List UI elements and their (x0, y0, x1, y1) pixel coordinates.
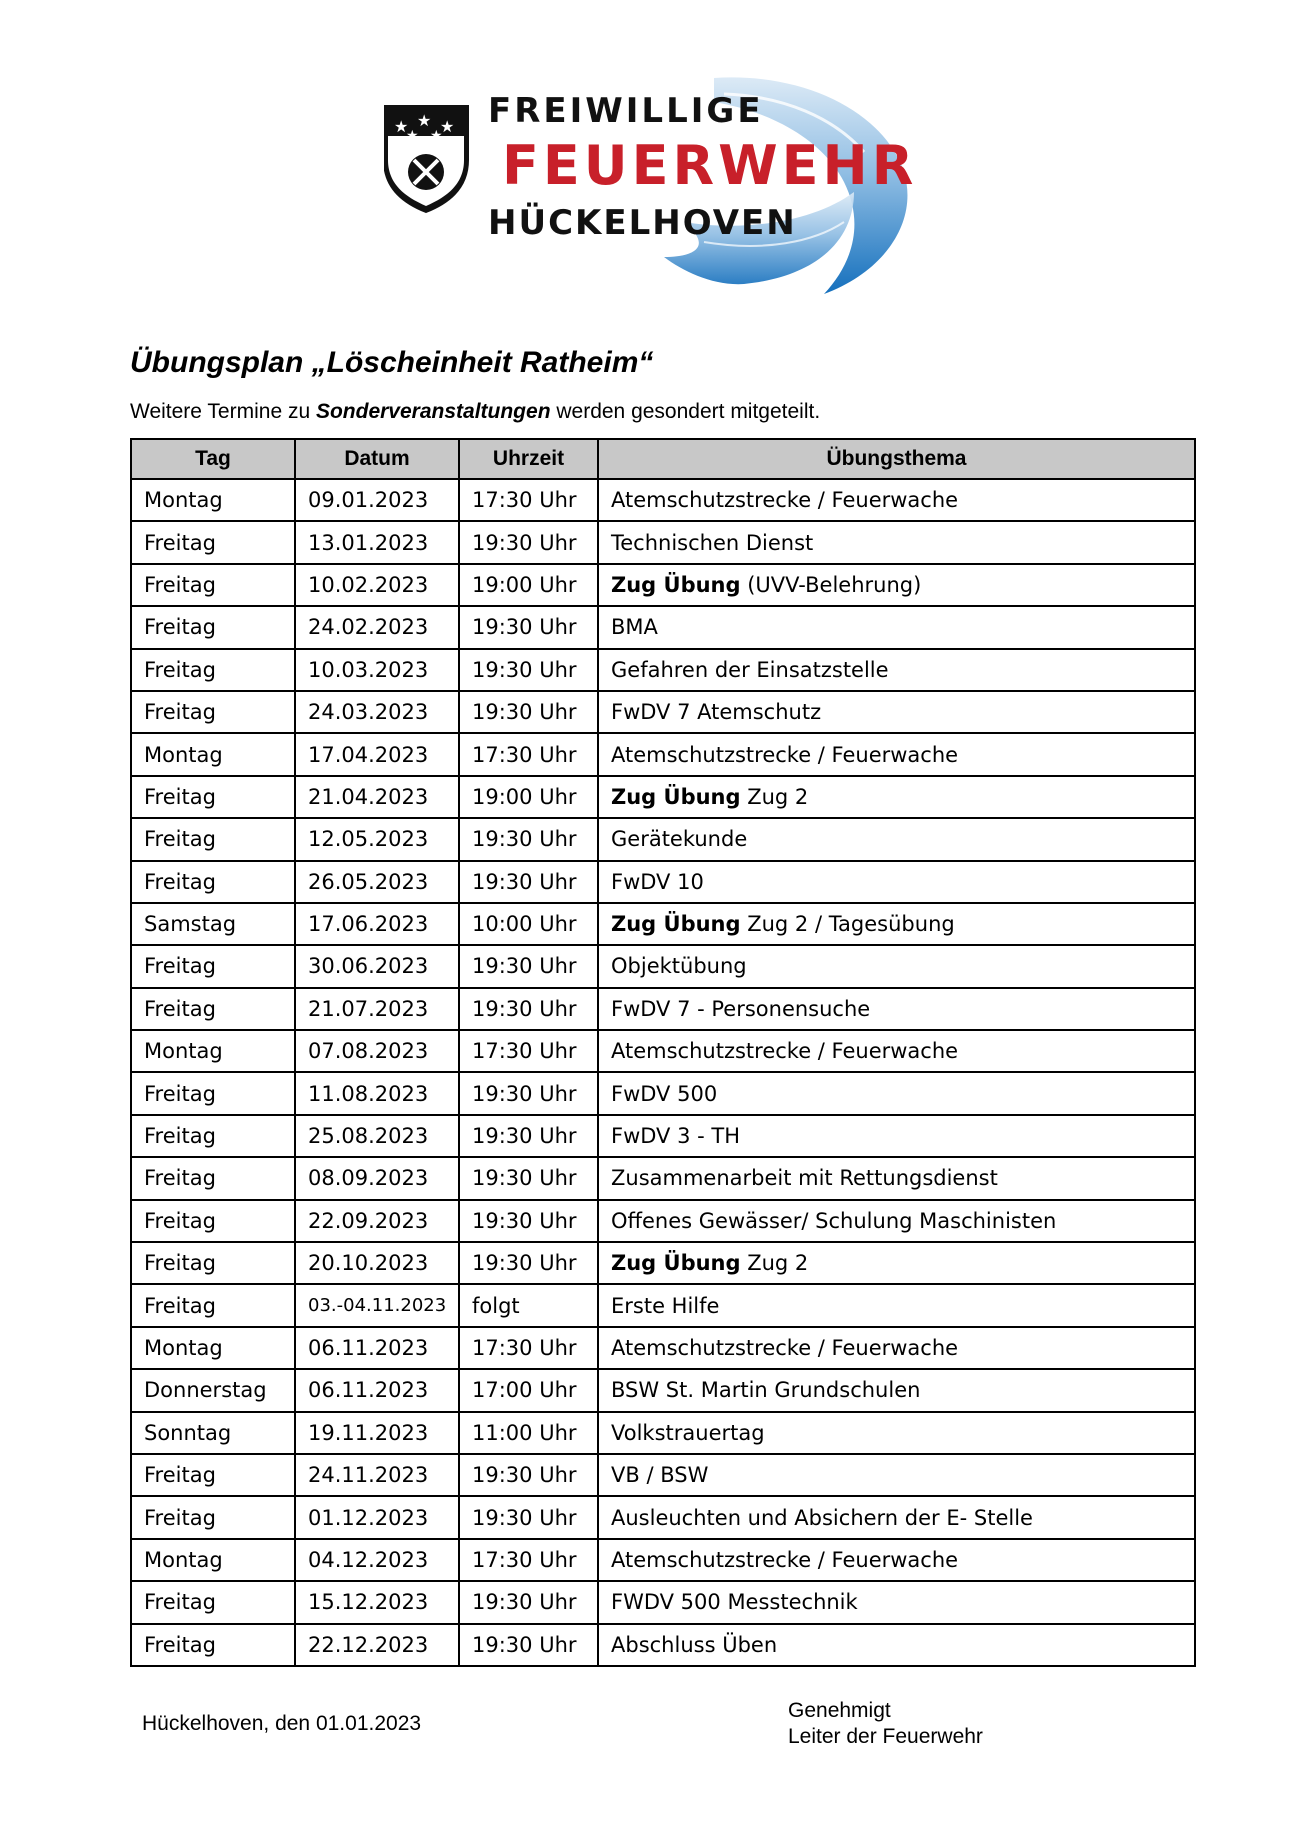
header-datum: Datum (295, 439, 459, 479)
cell-thema (598, 1284, 1195, 1326)
thema-text: FwDV 10 (611, 869, 704, 894)
cell-thema (598, 1327, 1195, 1369)
cell-uhrzeit: 17:30 Uhr (459, 479, 598, 521)
cell-tag: Freitag (131, 521, 295, 563)
cell-thema (598, 1496, 1195, 1538)
cell-tag: Freitag (131, 1157, 295, 1199)
cell-datum: 08.09.2023 (295, 1157, 459, 1199)
thema-text: Volkstrauertag (611, 1420, 765, 1445)
thema-text: FwDV 7 Atemschutz (611, 700, 822, 725)
cell-uhrzeit: 19:30 Uhr (459, 649, 598, 691)
cell-datum: 12.05.2023 (295, 818, 459, 860)
coat-of-arms-icon (384, 106, 468, 212)
thema-text: Objektübung (611, 954, 747, 979)
cell-thema (598, 903, 1195, 945)
table-row (131, 1496, 1195, 1538)
table-row (131, 606, 1195, 648)
cell-uhrzeit: 11:00 Uhr (459, 1412, 598, 1454)
subtitle-before: Weitere Termine zu (130, 400, 316, 423)
thema-text: Offenes Gewässer/ Schulung Maschinisten (611, 1208, 1057, 1233)
cell-datum: 25.08.2023 (295, 1115, 459, 1157)
cell-datum: 13.01.2023 (295, 521, 459, 563)
thema-text: Erste Hilfe (611, 1293, 720, 1318)
cell-thema (598, 521, 1195, 563)
table-row (131, 1454, 1195, 1496)
table-row (131, 945, 1195, 987)
thema-text: Zug 2 / Tagesübung (740, 912, 955, 937)
cell-uhrzeit: 19:30 Uhr (459, 1581, 598, 1623)
table-row (131, 1369, 1195, 1411)
cell-datum: 10.03.2023 (295, 649, 459, 691)
cell-thema (598, 733, 1195, 775)
thema-bold: Zug Übung (611, 572, 741, 597)
thema-text: Atemschutzstrecke / Feuerwache (611, 1039, 959, 1064)
subtitle-after: werden gesondert mitgeteilt. (550, 400, 821, 423)
cell-tag: Freitag (131, 1454, 295, 1496)
table-row (131, 733, 1195, 775)
svg-text:★: ★ (430, 128, 443, 144)
thema-text: FWDV 500 Messtechnik (611, 1590, 858, 1615)
cell-thema (598, 1200, 1195, 1242)
cell-tag: Montag (131, 1327, 295, 1369)
fire-department-logo (384, 72, 944, 302)
training-schedule-table (130, 438, 1196, 1667)
cell-datum: 30.06.2023 (295, 945, 459, 987)
cell-thema (598, 988, 1195, 1030)
cell-uhrzeit: folgt (459, 1284, 598, 1326)
table-row (131, 1539, 1195, 1581)
cell-datum: 04.12.2023 (295, 1539, 459, 1581)
svg-text:★: ★ (406, 128, 419, 144)
svg-text:★: ★ (417, 111, 432, 130)
cell-tag: Montag (131, 1030, 295, 1072)
table-row (131, 1157, 1195, 1199)
cell-datum: 01.12.2023 (295, 1496, 459, 1538)
cell-tag: Freitag (131, 1581, 295, 1623)
cell-thema (598, 1581, 1195, 1623)
table-row (131, 1072, 1195, 1114)
cell-datum: 22.12.2023 (295, 1624, 459, 1666)
cell-thema (598, 1624, 1195, 1666)
thema-text: VB / BSW (611, 1463, 709, 1488)
cell-uhrzeit: 19:30 Uhr (459, 1115, 598, 1157)
cell-thema (598, 1072, 1195, 1114)
thema-text: Zug 2 (740, 1251, 809, 1276)
cell-tag: Freitag (131, 606, 295, 648)
cell-tag: Freitag (131, 776, 295, 818)
thema-text: Technischen Dienst (611, 530, 814, 555)
header-uhrzeit: Uhrzeit (459, 439, 598, 479)
cell-tag: Freitag (131, 1115, 295, 1157)
cell-datum: 19.11.2023 (295, 1412, 459, 1454)
cell-thema (598, 1115, 1195, 1157)
table-row (131, 1412, 1195, 1454)
cell-uhrzeit: 19:30 Uhr (459, 988, 598, 1030)
cell-uhrzeit: 19:30 Uhr (459, 521, 598, 563)
logo-line-2: FEUERWEHR (502, 134, 918, 197)
cell-tag: Samstag (131, 903, 295, 945)
cell-uhrzeit: 17:30 Uhr (459, 1539, 598, 1581)
cell-uhrzeit: 19:00 Uhr (459, 564, 598, 606)
cell-uhrzeit: 19:00 Uhr (459, 776, 598, 818)
cell-tag: Freitag (131, 691, 295, 733)
table-row (131, 1242, 1195, 1284)
header-thema: Übungsthema (598, 439, 1195, 479)
cell-datum: 15.12.2023 (295, 1581, 459, 1623)
cell-datum: 24.11.2023 (295, 1454, 459, 1496)
table-body (131, 479, 1195, 1666)
table-row (131, 691, 1195, 733)
svg-text:★: ★ (394, 117, 409, 136)
cell-tag: Freitag (131, 861, 295, 903)
table-header-row (131, 439, 1195, 479)
thema-bold: Zug Übung (611, 1251, 741, 1276)
cell-tag: Montag (131, 733, 295, 775)
cell-datum: 09.01.2023 (295, 479, 459, 521)
cell-datum: 07.08.2023 (295, 1030, 459, 1072)
thema-text: Atemschutzstrecke / Feuerwache (611, 488, 959, 513)
cell-thema (598, 1030, 1195, 1072)
place-date: Hückelhoven, den 01.01.2023 (142, 1712, 422, 1735)
cell-tag: Montag (131, 1539, 295, 1581)
approval-label: Genehmigt (788, 1699, 891, 1722)
cell-thema (598, 1539, 1195, 1581)
page-title: Übungsplan „Löscheinheit Ratheim“ (130, 346, 654, 379)
table-row (131, 1200, 1195, 1242)
table-row (131, 988, 1195, 1030)
cell-tag: Freitag (131, 564, 295, 606)
thema-text: (UVV-Belehrung) (740, 572, 922, 597)
cell-tag: Freitag (131, 988, 295, 1030)
cell-datum: 06.11.2023 (295, 1327, 459, 1369)
thema-text: FwDV 7 - Personensuche (611, 996, 871, 1021)
approval-role: Leiter der Feuerwehr (788, 1725, 983, 1748)
cell-uhrzeit: 17:30 Uhr (459, 1030, 598, 1072)
cell-tag: Freitag (131, 1496, 295, 1538)
cell-uhrzeit: 19:30 Uhr (459, 1496, 598, 1538)
cell-tag: Montag (131, 479, 295, 521)
cell-datum: 17.06.2023 (295, 903, 459, 945)
cell-thema (598, 606, 1195, 648)
logo-line-1: FREIWILLIGE (488, 91, 764, 131)
thema-text: Zusammenarbeit mit Rettungsdienst (611, 1166, 998, 1191)
cell-uhrzeit: 19:30 Uhr (459, 1200, 598, 1242)
cell-uhrzeit: 19:30 Uhr (459, 1157, 598, 1199)
cell-uhrzeit: 19:30 Uhr (459, 691, 598, 733)
thema-text: Gefahren der Einsatzstelle (611, 657, 889, 682)
thema-text: Atemschutzstrecke / Feuerwache (611, 1336, 959, 1360)
cell-thema (598, 1454, 1195, 1496)
logo-line-3: HÜCKELHOVEN (488, 203, 797, 243)
cell-thema (598, 945, 1195, 987)
thema-text: Atemschutzstrecke / Feuerwache (611, 742, 959, 767)
approval-block (788, 1698, 983, 1750)
thema-text: FwDV 3 - TH (611, 1124, 741, 1149)
header-tag: Tag (131, 439, 295, 479)
table-row (131, 479, 1195, 521)
cell-thema (598, 564, 1195, 606)
cell-datum: 21.07.2023 (295, 988, 459, 1030)
thema-bold: Zug Übung (611, 912, 741, 937)
svg-text:★: ★ (440, 117, 455, 136)
table-row (131, 564, 1195, 606)
cell-datum: 24.02.2023 (295, 606, 459, 648)
table-row (131, 521, 1195, 563)
cell-uhrzeit: 19:30 Uhr (459, 606, 598, 648)
cell-uhrzeit: 19:30 Uhr (459, 818, 598, 860)
cell-datum: 17.04.2023 (295, 733, 459, 775)
cell-uhrzeit: 17:00 Uhr (459, 1369, 598, 1411)
table-row (131, 1030, 1195, 1072)
cell-uhrzeit: 19:30 Uhr (459, 945, 598, 987)
cell-tag: Donnerstag (131, 1369, 295, 1411)
cell-uhrzeit: 19:30 Uhr (459, 861, 598, 903)
cell-uhrzeit: 19:30 Uhr (459, 1242, 598, 1284)
cell-tag: Freitag (131, 1200, 295, 1242)
page-subtitle (130, 400, 820, 424)
cell-tag: Freitag (131, 1072, 295, 1114)
cell-datum: 24.03.2023 (295, 691, 459, 733)
thema-text: BMA (611, 615, 658, 640)
table-row (131, 818, 1195, 860)
thema-text: Zug 2 (740, 784, 809, 809)
thema-text: Ausleuchten und Absichern der E- Stelle (611, 1505, 1033, 1530)
cell-datum: 03.-04.11.2023 (295, 1284, 459, 1326)
cell-uhrzeit: 10:00 Uhr (459, 903, 598, 945)
cell-thema (598, 1157, 1195, 1199)
table-row (131, 776, 1195, 818)
cell-uhrzeit: 19:30 Uhr (459, 1072, 598, 1114)
cell-datum: 21.04.2023 (295, 776, 459, 818)
cell-datum: 20.10.2023 (295, 1242, 459, 1284)
cell-thema (598, 861, 1195, 903)
cell-tag: Freitag (131, 1242, 295, 1284)
cell-tag: Freitag (131, 818, 295, 860)
table-row (131, 861, 1195, 903)
cell-tag: Freitag (131, 1284, 295, 1326)
cell-uhrzeit: 19:30 Uhr (459, 1454, 598, 1496)
cell-tag: Freitag (131, 649, 295, 691)
thema-bold: Zug Übung (611, 784, 741, 809)
table-row (131, 649, 1195, 691)
cell-thema (598, 649, 1195, 691)
cell-tag: Sonntag (131, 1412, 295, 1454)
cell-datum: 22.09.2023 (295, 1200, 459, 1242)
thema-text: Atemschutzstrecke / Feuerwache (611, 1547, 959, 1572)
cell-thema (598, 818, 1195, 860)
cell-thema (598, 1369, 1195, 1411)
cell-thema (598, 691, 1195, 733)
cell-tag: Freitag (131, 1624, 295, 1666)
table-row (131, 1327, 1195, 1369)
cell-thema (598, 776, 1195, 818)
cell-thema (598, 1242, 1195, 1284)
thema-text: Abschluss Üben (611, 1632, 778, 1657)
cell-datum: 06.11.2023 (295, 1369, 459, 1411)
cell-datum: 11.08.2023 (295, 1072, 459, 1114)
cell-uhrzeit: 17:30 Uhr (459, 733, 598, 775)
cell-datum: 26.05.2023 (295, 861, 459, 903)
cell-thema (598, 1412, 1195, 1454)
cell-datum: 10.02.2023 (295, 564, 459, 606)
thema-text: FwDV 500 (611, 1081, 718, 1106)
thema-text: Gerätekunde (611, 827, 748, 852)
cell-tag: Freitag (131, 945, 295, 987)
table-row (131, 903, 1195, 945)
table-row (131, 1624, 1195, 1666)
thema-text: BSW St. Martin Grundschulen (611, 1378, 921, 1403)
cell-uhrzeit: 19:30 Uhr (459, 1624, 598, 1666)
table-row (131, 1581, 1195, 1623)
subtitle-emphasis: Sonderveranstaltungen (315, 400, 551, 423)
cell-thema (598, 479, 1195, 521)
table-row (131, 1284, 1195, 1326)
table-row (131, 1115, 1195, 1157)
cell-uhrzeit: 17:30 Uhr (459, 1327, 598, 1369)
